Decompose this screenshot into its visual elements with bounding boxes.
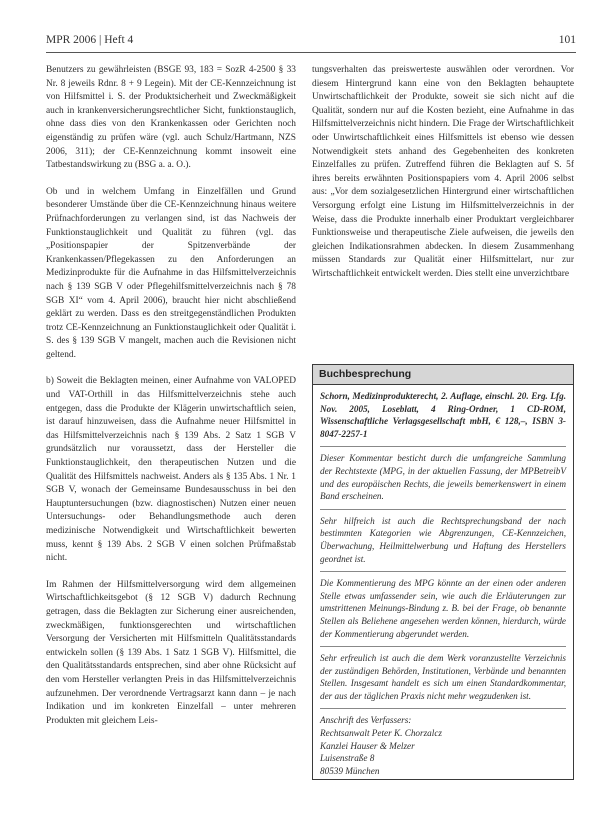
paragraph: Im Rahmen der Hilfsmittelversorgung wird dem allgemeinen Wirtschaftlichkeitsgebot (§ 12 SGB V) dadurch Rechnung getragen, dass die Beklagten zur Sicherung einer ausreichenden, zweckmäßigen, funktionsgerechten und wirtschaftlichen Versorgung der Versicherten mit Hilfsmitteln Qualitätsstandards entwickeln sollen (§ 139 Abs. 1 Satz 1 SGB V). Hilfsmittel, die den Qualitätsstandards entsprechen, sind aber ohne Rücksicht auf den vom Hersteller verlangten Preis in das Hilfsmittelverzeichnis aufzunehmen. Der verordnende Vertragsarzt kann dann – je nach Indikation und im konkreten Einzelfall – unter mehreren Produkten mit gleichem Leis- — [46, 579, 296, 726]
review-paragraph: Sehr erfreulich ist auch die dem Werk voranzustellte Verzeichnis der zuständigen Behörden, Institutionen, Verbände und benannten Stellen. Insgesamt handelt es sich um einen Standardkommentar, der aus der täglichen Praxis nicht mehr wegzudenken ist. — [320, 653, 566, 701]
review-paragraph: Sehr hilfreich ist auch die Rechtsprechungsband der nach bestimmten Kategorien wie Abgrenzungen, CE-Kennzeichen, Überwachung, Heilmittelwerbung und Haftung des Herstellers geordnet ist. — [320, 515, 566, 564]
review-body — [313, 385, 573, 777]
review-divider — [320, 708, 566, 709]
page-number: 101 — [558, 34, 576, 46]
left-column — [46, 64, 296, 741]
author-line: Rechtsanwalt Peter K. Chorzalcz — [320, 728, 442, 739]
author-line: Kanzlei Hauser & Melzer — [320, 740, 415, 751]
paragraph: Ob und in welchem Umfang in Einzelfällen und Grund besonderer Umstände über die CE-Kennzeichnung hinaus weitere Prüfnachforderungen zu verlangen sind, ist das Nachweis der Funktionstauglichkeit und Qualität zu führen (vgl. das „Positionspapier der Spitzenverbände der Krankenkassen/Pflegekassen zu den Anforderungen an Medizinprodukte für die Aufnahme in das Hilfsmittelverzeichnis nach § 139 SGB V oder Pflegehilfsmittelverzeichnis nach § 78 SGB XI“ vom 4. April 2006), braucht hier nicht abschließend geklärt zu werden. Dass es den streitgegenständlichen Produkten trotz CE-Kennzeichnung an Funktionstauglichkeit oder Qualität i. S. des § 139 SGB V mangelt, machen auch die Revisionen nicht geltend. — [46, 186, 296, 360]
review-divider — [320, 509, 566, 510]
book-review-box — [312, 364, 574, 780]
author-line: Luisenstraße 8 — [320, 753, 375, 764]
paragraph: Benutzers zu gewährleisten (BSGE 93, 183 = SozR 4-2500 § 33 Nr. 8 jeweils Rdnr. 8 + 9 Legein). Mit der CE-Kennzeichnung ist von Hilfsmittel i. S. der Produktsicherheit und Zweckmäßigkeit auch in krankenversicherungsrechtlicher Sicht, funktionstauglich, ohne dass dies von den Krankenkassen oder Gerichten noch eigenständig zu prüfen wäre (vgl. auch Schulz/Hartmann, NZS 2006, 311); der CE-Kennzeichnung kommt insoweit eine Tatbestandswirkung zu (BSG a. a. O.). — [46, 65, 296, 171]
author-line: Anschrift des Verfassers: — [320, 715, 412, 726]
review-divider — [320, 446, 566, 447]
journal-issue: MPR 2006 | Heft 4 — [46, 34, 134, 46]
header-rule — [46, 52, 576, 53]
review-divider — [320, 571, 566, 572]
review-divider — [320, 646, 566, 647]
review-bibliography: Schorn, Medizinprodukterecht, 2. Auflage, einschl. 20. Erg. Lfg. Nov. 2005, Loseblatt, 4 Ring-Ordner, 1 CD-ROM, Wissenschaftliche Verlagsgesellschaft mbH, € 128,–, ISBN 3-8047-2257-1 — [320, 391, 566, 439]
right-column — [312, 64, 574, 295]
page-header — [46, 34, 576, 50]
review-paragraph: Die Kommentierung des MPG könnte an der einen oder anderen Stelle etwas umfassender sein, wie auch die Erläuterungen zur umstrittenen Meinungs-Bindung z. B. bei der Frage, ob benannte Stellen als Beliehene angesehen werden können, hierdurch, würde der Kommentierung abgerundet werden. — [320, 578, 566, 639]
review-heading: Buchbesprechung — [313, 365, 573, 385]
paragraph: b) Soweit die Beklagten meinen, einer Aufnahme von VALOPED und VAT-Orthill in das Hilfsmittelverzeichnis stehe auch entgegen, dass die Produkte der Klägerin unwirtschaftlich seien, ist darauf hinzuweisen, dass die Aufnahme neuer Hilfsmittel in das Hilfsmittelverzeichnis nach § 139 Abs. 2 Satz 1 SGB V grundsätzlich nur voraussetzt, dass der Hersteller die Funktionstauglichkeit, den therapeutischen Nutzen und die Qualität des Hilfsmittels nachweist. Anders als § 135 Abs. 1 Nr. 1 SGB V, wonach der Gemeinsame Bundesausschuss in bei den Hauptuntersuchungen (bzw. diagnostischen) Nutzen einer neuen Untersuchungs- oder Behandlungsmethode auch deren medizinische Notwendigkeit und Wirtschaftlichkeit bewerten muss, kennt § 139 Abs. 2 SGB V einen solchen Prüfmaßstab nicht. — [46, 376, 296, 564]
paragraph: tungsverhalten das preiswerteste auswählen oder verordnen. Vor diesem Hintergrund kann eine von den Beklagten behauptete Unwirtschaftlichkeit der Produkte, soweit sie sich nicht auf die Qualität, sondern nur auf die Kosten bezieht, eine Aufnahme in das Hilfsmittelverzeichnis nicht hindern. Die Frage der Wirtschaftlichkeit oder Unwirtschaftlichkeit eines Hilfsmittels ist ebenso wie dessen Notwendigkeit stets anhand des Gegebenheiten des konkreten Einzelfalles zu prüfen. Zutreffend führen die Beklagten auf S. 5f ihres bereits erwähnten Positionspapiers vom 4. April 2006 selbst aus: „Vor dem sozialgesetzlichen Hintergrund einer wirtschaftlichen Versorgung erfolgt eine Listung im Hilfsmittelverzeichnis in der Weise, dass die Produkte innerhalb einer Produktart vergleichbarer Funktionsweise und therapeutische Ziele aufweisen, die jeweils den gleichen Indikationsrahmen abdecken. In diesem Zusammenhang müssen Standards zur Qualität einer Hilfsmittelart, nur zur Wirtschaftlichkeit entwickelt werden. Dies stellt eine unverzichtbare — [312, 65, 574, 279]
review-author — [320, 714, 566, 777]
review-paragraph: Dieser Kommentar besticht durch die umfangreiche Sammlung der Rechtstexte (MPG, in der aktuellen Fassung, der MPBetreibV und des europäischen Rechts, die jeweils bemerkenswert in einem Band erscheinen. — [320, 453, 566, 502]
author-line: 80539 München — [320, 765, 380, 776]
